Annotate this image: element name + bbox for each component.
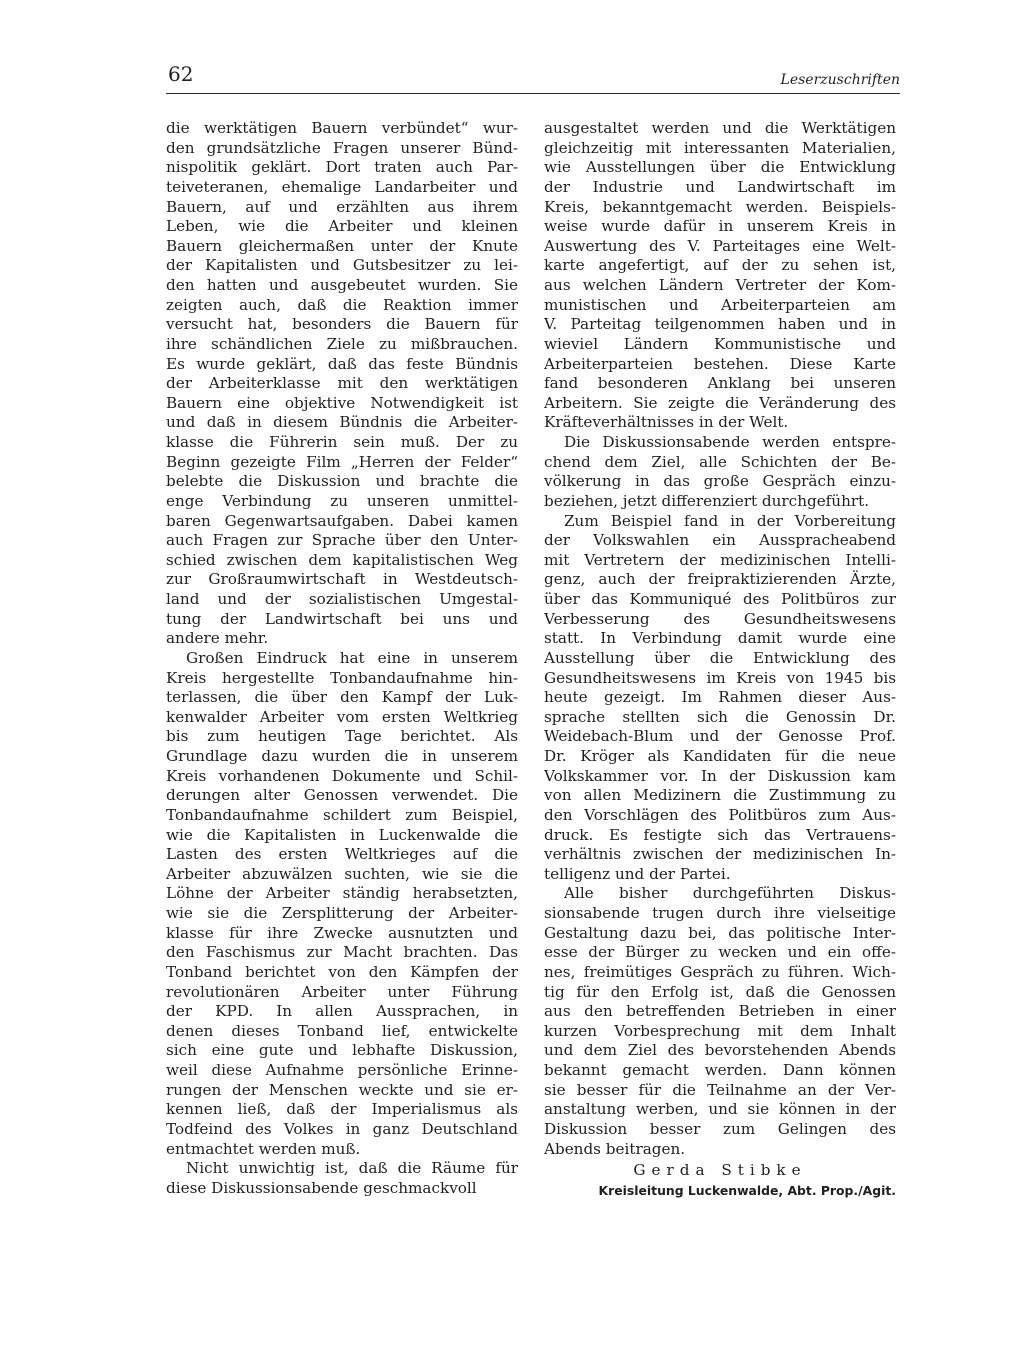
text-line: teiveteranen, ehemalige Landarbeiter und — [166, 177, 518, 196]
text-line: statt. In Verbindung damit wurde eine — [544, 629, 896, 648]
text-line: den Faschismus zur Macht brachten. Das — [166, 943, 518, 962]
signature-author: Gerda Stibke — [633, 1161, 807, 1179]
text-line: aus welchen Ländern Vertreter der Kom- — [544, 276, 896, 294]
text-line: mit Vertretern der medizinischen Intelli- — [544, 550, 896, 569]
text-line: Alle bisher durchgeführten Diskus- — [564, 884, 896, 903]
text-line: Kreis, bekanntgemacht werden. Beispiels- — [544, 197, 896, 216]
text-line: Großen Eindruck hat eine in unserem — [186, 648, 518, 667]
text-line: Kreis vorhandenen Dokumente und Schil- — [166, 766, 518, 785]
text-line: kennen ließ, daß der Imperialismus als — [166, 1100, 518, 1119]
text-line: Bauern eine objektive Notwendigkeit ist — [166, 393, 518, 412]
text-line: schied zwischen dem kapitalistischen Weg — [166, 550, 518, 569]
text-line: Grundlage dazu wurden die in unserem — [166, 747, 518, 765]
text-line: Nicht unwichtig ist, daß die Räume für — [186, 1159, 518, 1178]
text-line: versucht hat, besonders die Bauern für — [166, 315, 518, 334]
text-line: Tonbandaufnahme schildert zum Beispiel, — [166, 805, 518, 824]
text-line: Es wurde geklärt, daß das feste Bündnis — [166, 354, 518, 373]
text-line: kurzen Vorbesprechung mit dem Inhalt — [544, 1021, 896, 1040]
text-line: sionsabende trugen durch ihre vielseitige — [544, 904, 896, 922]
text-line: V. Parteitag teilgenommen haben und in — [544, 315, 896, 334]
text-line: revolutionären Arbeiter unter Führung — [166, 982, 518, 1001]
text-line: über das Kommuniqué des Politbüros zur — [544, 590, 896, 608]
signature-affiliation: Kreisleitung Luckenwalde, Abt. Prop./Agit. — [598, 1183, 896, 1198]
header-rule — [166, 93, 900, 94]
text-line: land und der sozialistischen Umgestal- — [166, 590, 518, 608]
text-line: tung der Landwirtschaft bei uns und — [166, 609, 518, 628]
text-line: den Vorschlägen des Politbüros zum Aus- — [544, 805, 896, 824]
text-line: anstaltung werben, und sie können in der — [544, 1100, 896, 1119]
text-line: Kreis hergestellte Tonbandaufnahme hin- — [166, 668, 518, 687]
text-line: sprache stellten sich die Genossin Dr. — [544, 707, 896, 726]
text-line: wieviel Ländern Kommunistische und — [544, 334, 896, 353]
text-line: Die Diskussionsabende werden entspre- — [564, 433, 896, 451]
text-line: wie Ausstellungen über die Entwicklung — [544, 158, 896, 177]
text-line: Arbeiter abzuwälzen suchten, wie sie die — [166, 864, 518, 883]
text-line: nispolitik geklärt. Dort traten auch Par- — [166, 158, 518, 177]
text-line: zeigten auch, daß die Reaktion immer — [166, 295, 518, 314]
text-line: kenwalder Arbeiter vom ersten Weltkrieg — [166, 707, 518, 726]
text-line: klasse für ihre Zwecke ausnutzten und — [166, 923, 518, 942]
running-head: Leserzuschriften — [780, 72, 900, 88]
text-line: Todfeind des Volkes in ganz Deutschland — [166, 1119, 518, 1138]
text-line: Verbesserung des Gesundheitswesens — [544, 609, 896, 628]
text-line: der Arbeiterklasse mit den werktätigen — [166, 374, 518, 393]
text-line: denen dieses Tonband lief, entwickelte — [166, 1021, 518, 1040]
text-line: Zum Beispiel fand in der Vorbereitung — [564, 511, 896, 530]
text-line: heute gezeigt. Im Rahmen dieser Aus- — [544, 688, 896, 707]
text-line: tig für den Erfolg ist, daß die Genossen — [544, 982, 896, 1001]
text-line: der Kapitalisten und Gutsbesitzer zu lei- — [166, 256, 518, 275]
text-line: Gesundheitswesens im Kreis von 1945 bis — [544, 668, 896, 687]
text-line: fand besonderen Anklang bei unseren — [544, 374, 896, 393]
text-line: Lasten des ersten Weltkrieges auf die — [166, 845, 518, 864]
text-line: Abends beitragen. — [544, 1139, 686, 1158]
text-line: der Volkswahlen ein Ausspracheabend — [544, 531, 896, 550]
text-line: Leben, wie die Arbeiter und kleinen — [166, 217, 518, 236]
text-line: und dem Ziel des bevorstehenden Abends — [544, 1041, 896, 1060]
text-line: druck. Es festigte sich das Vertrauens- — [544, 825, 896, 844]
text-line: klasse die Führerin sein muß. Der zu — [166, 433, 518, 451]
text-line: zur Großraumwirtschaft in Westdeutsch- — [166, 570, 518, 589]
text-line: sich eine gute und lebhafte Diskussion, — [166, 1041, 518, 1060]
text-line: entmachtet werden muß. — [166, 1139, 361, 1158]
text-line: belebte die Diskussion und brachte die — [166, 472, 518, 491]
text-line: baren Gegenwartsaufgaben. Dabei kamen — [166, 511, 518, 530]
text-line: die werktätigen Bauern verbündet“ wur- — [166, 119, 518, 137]
text-line: völkerung in das große Gespräch einzu- — [544, 472, 896, 491]
text-line: Dr. Kröger als Kandidaten für die neue — [544, 747, 896, 765]
text-line: sie besser für die Teilnahme an der Ver- — [544, 1080, 896, 1099]
text-line: auch Fragen zur Sprache über den Unter- — [166, 531, 518, 550]
text-line: und daß in diesem Bündnis die Arbeiter- — [166, 413, 518, 432]
text-line: Volkskammer vor. In der Diskussion kam — [544, 766, 896, 785]
text-line: ausgestaltet werden und die Werktätigen — [544, 119, 896, 137]
text-line: verhältnis zwischen der medizinischen In- — [544, 845, 896, 864]
text-line: weil diese Aufnahme persönliche Erinne- — [166, 1061, 518, 1079]
text-line: nes, freimütiges Gespräch zu führen. Wich- — [544, 962, 896, 981]
text-line: beziehen, jetzt differenziert durchgeführt. — [544, 491, 870, 510]
text-line: Bauern gleichermaßen unter der Knute — [166, 236, 518, 255]
text-line: Tonband berichtet von den Kämpfen der — [166, 962, 518, 981]
left-column — [166, 119, 518, 1198]
text-line: esse der Bürger zu wecken und ein offe- — [544, 943, 896, 962]
text-line: ihre schändlichen Ziele zu mißbrauchen. — [166, 334, 518, 353]
text-line: genz, auch der freipraktizierenden Ärzte, — [544, 570, 896, 589]
right-column — [544, 119, 896, 1159]
page-number: 62 — [168, 62, 194, 86]
text-line: den hatten und ausgebeutet wurden. Sie — [166, 276, 518, 294]
text-line: den grundsätzliche Fragen unserer Bünd- — [166, 138, 518, 157]
text-line: bekannt gemacht werden. Dann können — [544, 1061, 896, 1079]
text-line: aus den betreffenden Betrieben in einer — [544, 1002, 896, 1021]
text-line: wie die Kapitalisten in Luckenwalde die — [166, 825, 518, 844]
text-line: derungen alter Genossen verwendet. Die — [166, 786, 518, 805]
text-line: Diskussion besser zum Gelingen des — [544, 1119, 896, 1138]
text-line: Bauern, auf und erzählten aus ihrem — [166, 197, 518, 216]
text-line: andere mehr. — [166, 629, 269, 648]
text-line: der KPD. In allen Aussprachen, in — [166, 1002, 518, 1021]
text-line: von allen Medizinern die Zustimmung zu — [544, 786, 896, 805]
text-line: Löhne der Arbeiter ständig herabsetzten, — [166, 884, 518, 903]
text-line: Weidebach-Blum und der Genosse Prof. — [544, 727, 896, 746]
text-line: bis zum heutigen Tage berichtet. Als — [166, 727, 518, 746]
text-line: Kräfteverhältnisses in der Welt. — [544, 413, 789, 432]
text-line: Ausstellung über die Entwicklung des — [544, 648, 896, 667]
text-line: Arbeitern. Sie zeigte die Veränderung des — [544, 393, 896, 412]
text-line: Arbeiterparteien bestehen. Diese Karte — [544, 354, 896, 373]
text-line: weise wurde dafür in unserem Kreis in — [544, 217, 896, 236]
text-line: telligenz und der Partei. — [544, 864, 731, 883]
text-line: munistischen und Arbeiterparteien am — [544, 295, 896, 314]
text-line: Beginn gezeigte Film „Herren der Felder“ — [166, 452, 518, 471]
text-line: terlassen, die über den Kampf der Luk- — [166, 688, 518, 707]
text-line: gleichzeitig mit interessanten Materialien, — [544, 138, 896, 157]
text-line: Gestaltung dazu bei, das politische Inter- — [544, 923, 896, 942]
text-line: chend dem Ziel, alle Schichten der Be- — [544, 452, 896, 471]
text-line: Auswertung des V. Parteitages eine Welt- — [544, 236, 896, 255]
text-line: rungen der Menschen weckte und sie er- — [166, 1080, 518, 1099]
text-line: diese Diskussionsabende geschmackvoll — [166, 1178, 477, 1197]
text-line: der Industrie und Landwirtschaft im — [544, 177, 896, 196]
text-line: enge Verbindung zu unseren unmittel- — [166, 491, 518, 510]
text-line: karte angefertigt, auf der zu sehen ist, — [544, 256, 896, 275]
text-line: wie sie die Zersplitterung der Arbeiter- — [166, 904, 518, 922]
